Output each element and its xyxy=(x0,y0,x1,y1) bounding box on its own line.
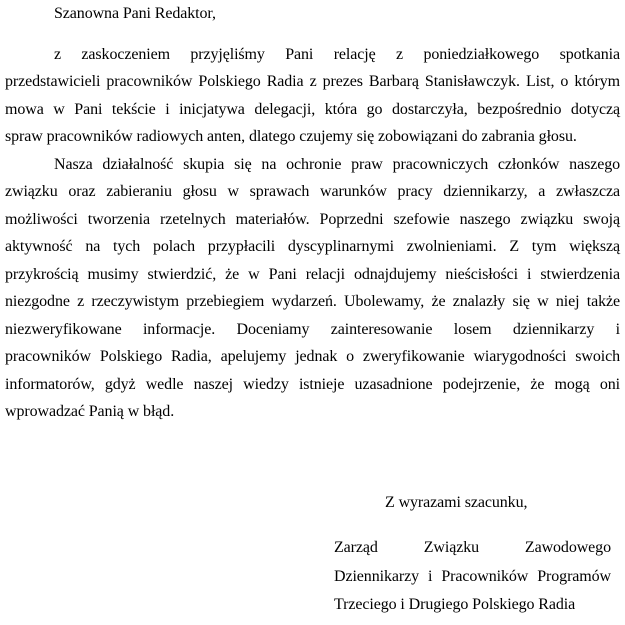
letter-body xyxy=(5,0,620,620)
signature-block xyxy=(334,534,611,620)
signature-line: Zarząd Związku Zawodowego xyxy=(334,539,611,556)
paragraph-line: mowa w Pani tekście i inicjatywa delegacji, która go dostarczyła, bezpośrednio dotyczą xyxy=(5,100,620,118)
paragraph-line: związku oraz zabieraniu głosu w sprawach warunków pracy dziennikarzy, a zwłaszcza xyxy=(5,183,620,200)
paragraph-line: możliwości tworzenia rzetelnych materiałów. Poprzedni szefowie naszego związku swoją xyxy=(5,210,620,228)
signature-line: Dziennikarzy i Pracowników Programów xyxy=(334,567,611,585)
closing-salutation: Z wyrazami szacunku, xyxy=(385,493,528,511)
paragraph-line: spraw pracowników radiowych anten, dlatego czujemy się zobowiązani do zabrania głosu. xyxy=(5,128,577,145)
paragraph-line: niezgodne z rzeczywistym przebiegiem wydarzeń. Ubolewamy, że znalazły się w niej także xyxy=(5,293,620,310)
paragraph-line: niezweryfikowane informacje. Doceniamy zainteresowanie losem dziennikarzy i xyxy=(5,320,620,338)
paragraph-line: wprowadzać Panią w błąd. xyxy=(5,403,175,420)
paragraph-2 xyxy=(5,151,620,426)
greeting: Szanowna Pani Redaktor, xyxy=(54,5,216,22)
paragraph-line: pracowników Polskiego Radia, apelujemy jednak o zweryfikowanie wiarygodności swoich xyxy=(5,348,620,365)
signature-line: Trzeciego i Drugiego Polskiego Radia xyxy=(334,596,576,613)
paragraph-line: przedstawicieli pracowników Polskiego Radia z prezes Barbarą Stanisławczyk. List, o którym xyxy=(5,73,620,90)
paragraph-line: informatorów, gdyż wedle naszej wiedzy istnieje uzasadnione podejrzenie, że mogą oni xyxy=(5,375,620,393)
paragraph-line: Nasza działalność skupia się na ochronie praw pracowniczych członków naszego xyxy=(54,155,620,173)
closing-block xyxy=(334,489,611,620)
paragraph-line: aktywność na tych polach przypłacili dyscyplinarnymi zwolnieniami. Z tym większą xyxy=(5,238,620,255)
paragraph-line: z zaskoczeniem przyjęliśmy Pani relację z poniedziałkowego spotkania xyxy=(54,45,620,63)
paragraph-line: przykrością musimy stwierdzić, że w Pani relacji odnajdujemy nieścisłości i stwierdzenia xyxy=(5,265,620,283)
paragraph-1 xyxy=(5,41,620,151)
